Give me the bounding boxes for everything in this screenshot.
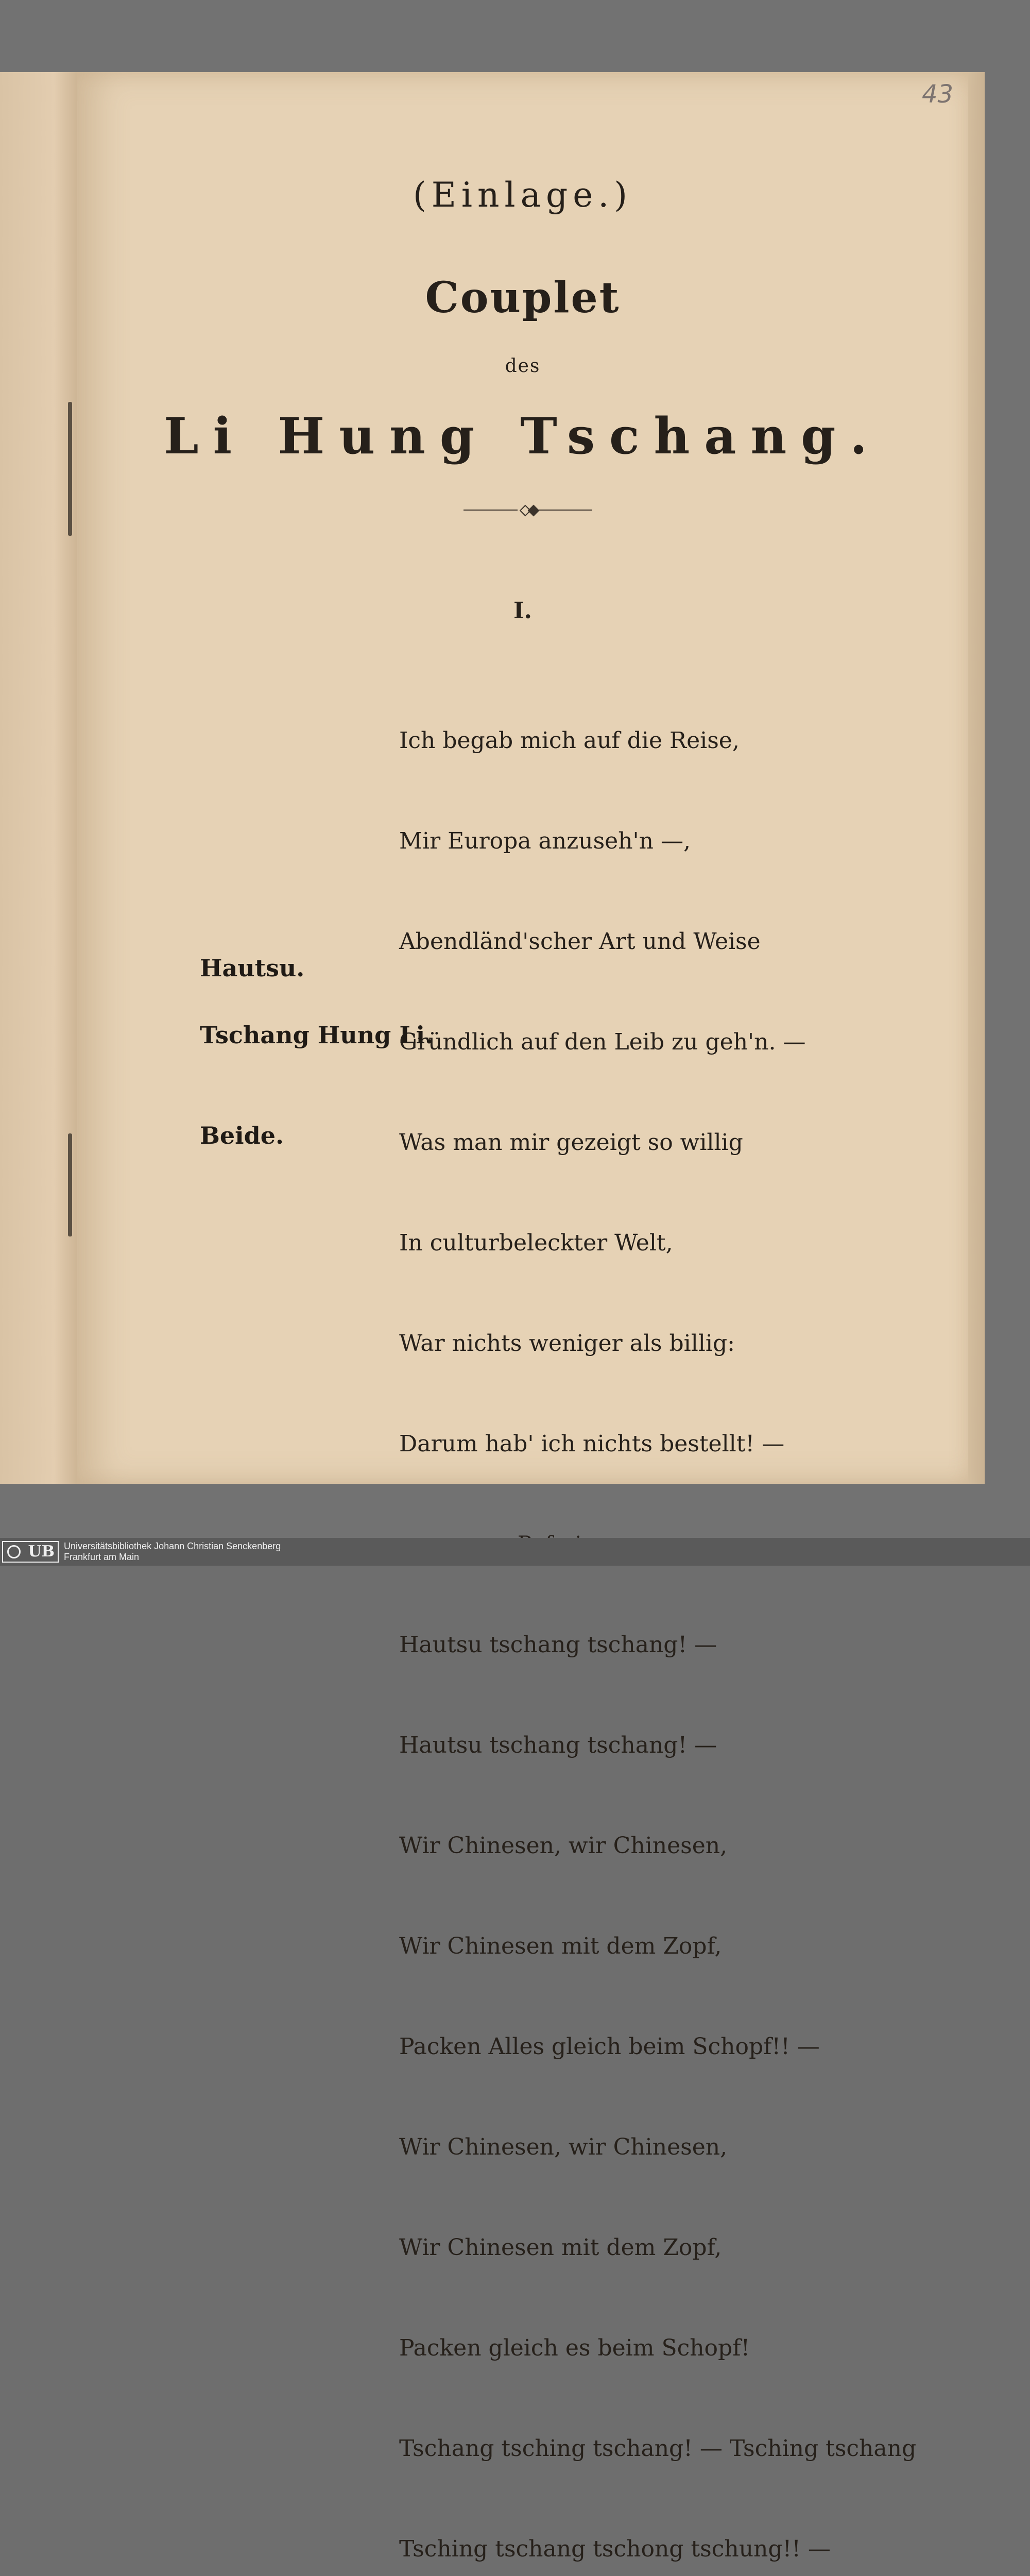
section-number: I.	[513, 598, 532, 624]
des-label: des	[505, 355, 541, 377]
verse-line: Abendländ'scher Art und Weise	[399, 928, 761, 955]
library-logo-text: UB	[28, 1543, 55, 1561]
ornament-divider	[464, 505, 592, 515]
library-name-line1: Universitätsbibliothek Johann Christian Senckenberg	[64, 1541, 281, 1551]
page-right-edge	[968, 72, 985, 1484]
refrain-line: Packen gleich es beim Schopf!	[399, 2335, 750, 2361]
refrain-line: Hautsu tschang tschang! —	[399, 1732, 717, 1758]
refrain-line: Tschang tsching tschang! — Tsching tschang	[399, 2435, 917, 2462]
verse-line: In culturbeleckter Welt,	[399, 1230, 673, 1256]
verse-line: War nichts weniger als billig:	[399, 1330, 735, 1357]
library-logo-icon	[7, 1545, 21, 1558]
left-page-edge	[0, 72, 77, 1484]
page-number: 43	[922, 80, 954, 109]
library-name-line2: Frankfurt am Main	[64, 1552, 140, 1562]
speaker-beide: Beide.	[200, 1122, 284, 1149]
refrain-line: Wir Chinesen, wir Chinesen,	[399, 2134, 728, 2160]
library-logo	[2, 1541, 59, 1563]
verse-line: Gründlich auf den Leib zu geh'n. —	[399, 1029, 806, 1055]
speaker-hautsu: Hautsu.	[200, 954, 305, 982]
speaker-tschang: Tschang Hung Li.	[200, 1021, 434, 1049]
refrain-line: Wir Chinesen mit dem Zopf,	[399, 1933, 722, 1959]
couplet-heading: Couplet	[425, 273, 621, 323]
refrain-line: Hautsu tschang tschang! —	[399, 1632, 717, 1658]
library-name	[64, 1541, 281, 1563]
refrain-line: Wir Chinesen mit dem Zopf,	[399, 2234, 722, 2261]
refrain-line: Tsching tschang tschong tschung!! —	[399, 2536, 831, 2562]
library-footer	[0, 1538, 1030, 1566]
verse-text	[399, 657, 916, 2576]
verse-line: Ich begab mich auf die Reise,	[399, 727, 740, 754]
page-title: Li Hung Tschang.	[164, 407, 882, 465]
verse-line: Darum hab' ich nichts bestellt! —	[399, 1431, 785, 1457]
verse-line: Was man mir gezeigt so willig	[399, 1129, 743, 1156]
refrain-line: Wir Chinesen, wir Chinesen,	[399, 1833, 728, 1859]
insert-heading: (Einlage.)	[413, 175, 633, 215]
refrain-line: Packen Alles gleich beim Schopf!! —	[399, 2033, 820, 2060]
verse-line: Mir Europa anzuseh'n —,	[399, 828, 691, 854]
